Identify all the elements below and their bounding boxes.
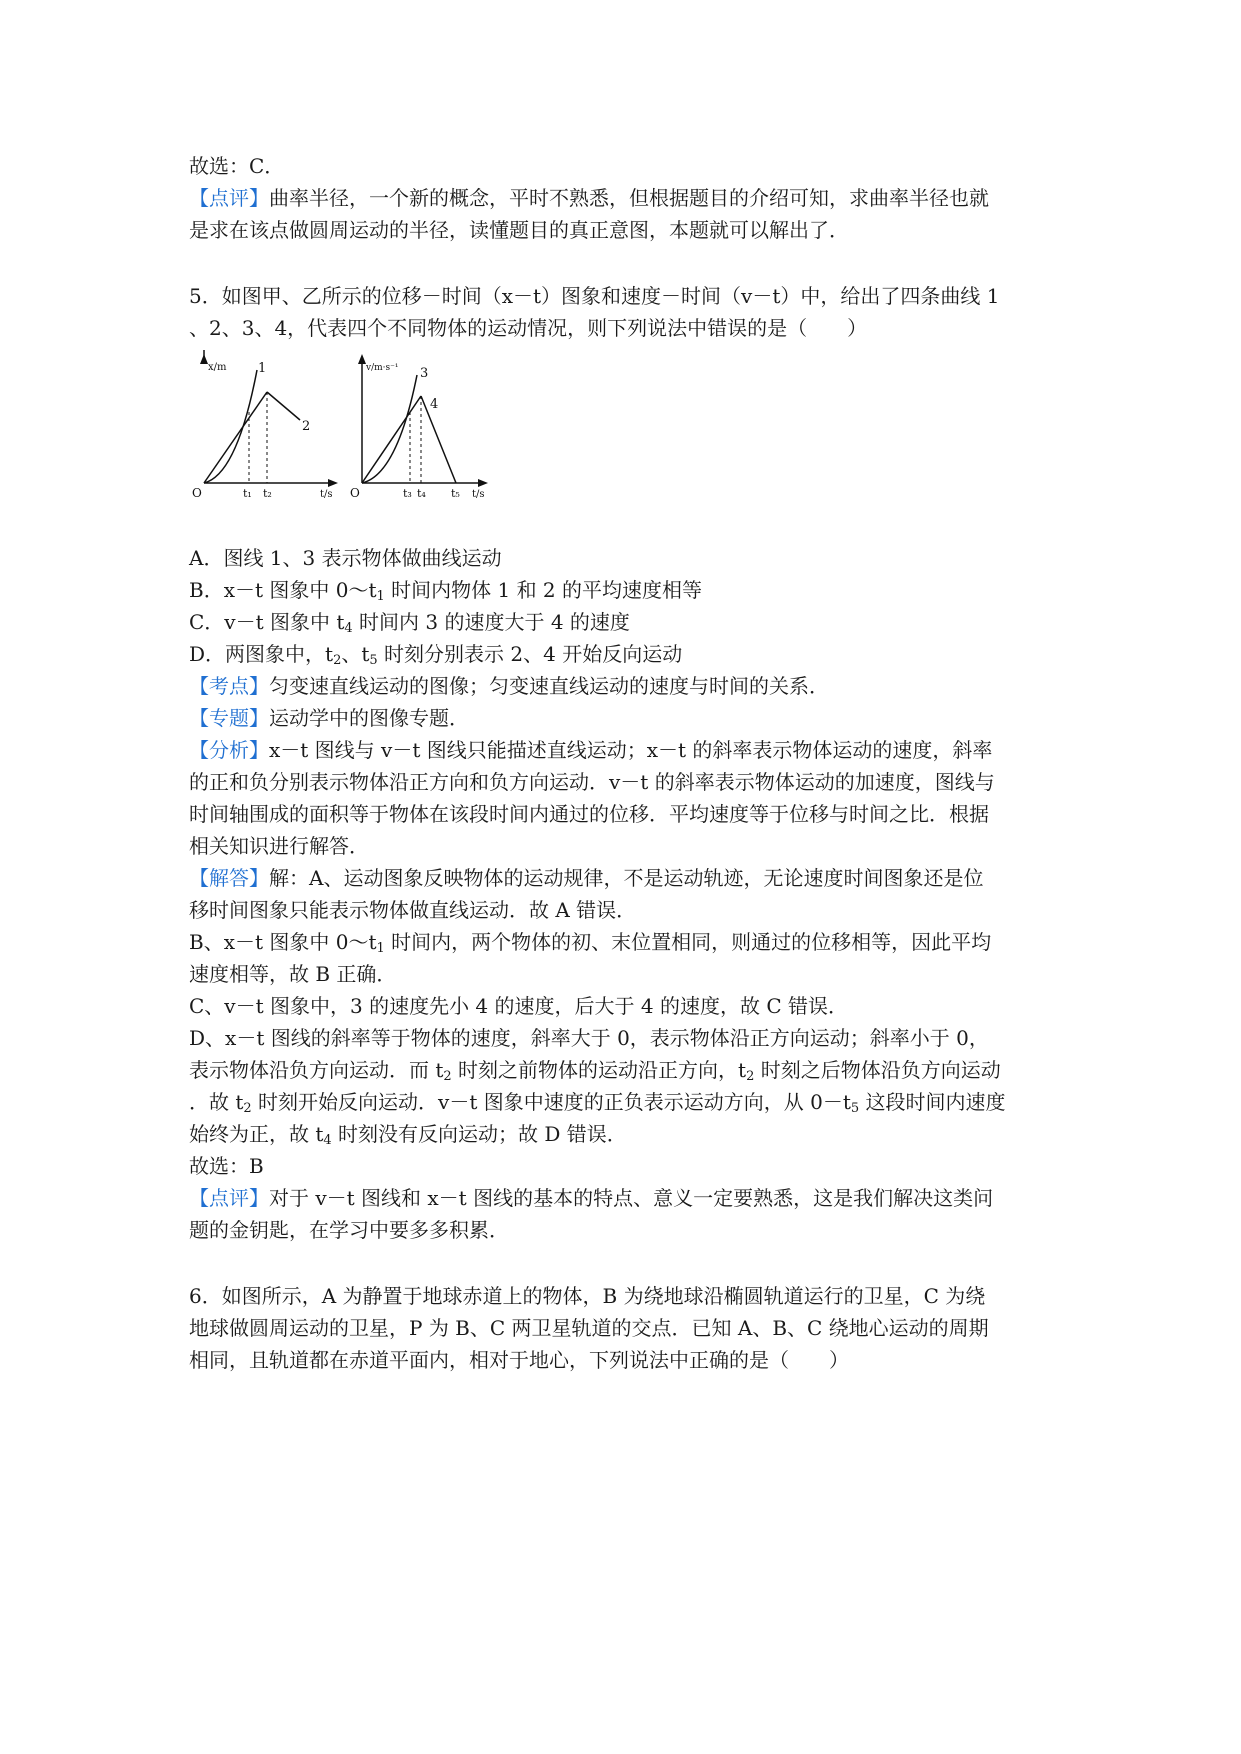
option-b: B．x－t 图象中 $0\sim t_1$ 时间内物体 1 和 2 的平均速度相等 (189, 578, 703, 604)
jieda-line-3: B、x－t 图象中 $0\sim t_1$ 时间内，两个物体的初、末位置相同，则通过的位移相等，因此平均 (189, 930, 992, 956)
curve-4-fall (421, 396, 456, 483)
xt-y-arrow (200, 354, 208, 364)
fenxi-line-4: 相关知识进行解答． (189, 834, 369, 858)
question-6-stem-1: 6．如图所示，A 为静置于地球赤道上的物体，B 为绕地球沿椭圆轨道运行的卫星，C 为绕 (189, 1284, 986, 1308)
fenxi-line-3: 时间轴围成的面积等于物体在该段时间内通过的位移．平均速度等于位移与时间之比．根据 (189, 802, 989, 826)
vt-x-arrow (478, 479, 488, 487)
fenxi-line-1: 【分析】x－t 图线与 v－t 图线只能描述直线运动；x－t 的斜率表示物体运动的速度，斜率 (189, 738, 993, 762)
xt-x-arrow (328, 479, 338, 487)
label-t1: t₁ (243, 487, 252, 500)
kaodian-line: 【考点】匀变速直线运动的图像；匀变速直线运动的速度与时间的关系． (189, 674, 829, 698)
question-5-stem-2: 、2、3、4，代表四个不同物体的运动情况，则下列说法中错误的是（ ） (189, 316, 868, 340)
comment-tag-2: 【点评】 (189, 1186, 269, 1210)
curve-2-fall (267, 392, 300, 420)
label-t2: t₂ (263, 487, 272, 500)
label-t4: t₄ (417, 487, 426, 500)
vt-graph (350, 354, 488, 500)
fenxi-tag: 【分析】 (189, 738, 269, 762)
q5-comment-line-1: 【点评】对于 v－t 图线和 x－t 图线的基本的特点、意义一定要熟悉，这是我们解决这类问 (189, 1186, 994, 1210)
jieda-line-5: C、v－t 图象中，3 的速度先小 4 的速度，后大于 4 的速度，故 C 错误． (189, 994, 848, 1018)
vt-y-arrow (358, 354, 366, 364)
label-curve-1: 1 (258, 361, 267, 376)
xt-graph (192, 350, 338, 500)
question-5-stem-1: 5．如图甲、乙所示的位移－时间（x－t）图象和速度－时间（v－t）中，给出了四条曲线 1 (189, 284, 1000, 308)
label-t5: t₅ (451, 487, 460, 500)
jieda-line-8: ．故 $t_2$ 时刻开始反向运动．v－t 图象中速度的正负表示运动方向，从 $0-t_5$ 这段时间内速度 (189, 1090, 1006, 1116)
question-6-stem-3: 相同，且轨道都在赤道平面内，相对于地心，下列说法中正确的是（ ） (189, 1348, 849, 1372)
vt-origin: O (350, 486, 360, 500)
xt-x-label: t/s (320, 489, 333, 500)
fenxi-line-2: 的正和负分别表示物体沿正方向和负方向运动．v－t 的斜率表示物体运动的加速度，图线与 (189, 770, 995, 794)
jieda-line-1: 【解答】解：A、运动图象反映物体的运动规律，不是运动轨迹，无论速度时间图象还是位 (189, 866, 984, 890)
kaodian-tag: 【考点】 (189, 674, 269, 698)
label-curve-4: 4 (430, 397, 439, 412)
jieda-line-7: 表示物体沿负方向运动．而 $t_2$ 时刻之前物体的运动沿正方向，$t_2$ 时刻之后物体沿负方向运动 (189, 1058, 1001, 1084)
jieda-line-9: 始终为正，故 $t_4$ 时刻没有反向运动；故 D 错误． (189, 1122, 627, 1148)
prev-comment-line-1: 【点评】曲率半径，一个新的概念，平时不熟悉，但根据题目的介绍可知，求曲率半径也就 (189, 186, 989, 210)
q5-answer: 故选：B (189, 1154, 264, 1178)
label-curve-3: 3 (420, 366, 429, 381)
zhuanti-line: 【专题】运动学中的图像专题． (189, 706, 469, 730)
motion-graphs-figure (192, 350, 542, 500)
xt-origin: O (192, 486, 202, 500)
question-6-stem-2: 地球做圆周运动的卫星，P 为 B、C 两卫星轨道的交点．已知 A、B、C 绕地心运动的周期 (189, 1316, 989, 1340)
vt-x-label: t/s (472, 489, 485, 500)
xt-y-label: x/m (208, 362, 227, 373)
option-c: C．v－t 图象中 $t_4$ 时间内 3 的速度大于 4 的速度 (189, 610, 630, 636)
jieda-line-4: 速度相等，故 B 正确． (189, 962, 397, 986)
option-d: D．两图象中，$t_2$、$t_5$ 时刻分别表示 2、4 开始反向运动 (189, 642, 683, 668)
jieda-tag: 【解答】 (189, 866, 269, 890)
label-curve-2: 2 (302, 419, 311, 434)
option-a: A．图线 1、3 表示物体做曲线运动 (189, 546, 502, 570)
prev-answer: 故选：C． (189, 154, 285, 178)
curve-2-rise (204, 392, 267, 483)
curve-3 (362, 375, 417, 483)
jieda-line-6: D、x－t 图线的斜率等于物体的速度，斜率大于 0，表示物体沿正方向运动；斜率小于 0， (189, 1026, 989, 1050)
prev-comment-line-2: 是求在该点做圆周运动的半径，读懂题目的真正意图，本题就可以解出了． (189, 218, 849, 242)
curve-4-rise (362, 396, 421, 483)
zhuanti-tag: 【专题】 (189, 706, 269, 730)
comment-tag: 【点评】 (189, 186, 269, 210)
label-t3: t₃ (403, 487, 412, 500)
vt-y-label: v/m·s⁻¹ (366, 363, 399, 373)
q5-comment-line-2: 题的金钥匙，在学习中要多多积累． (189, 1218, 509, 1242)
jieda-line-2: 移时间图象只能表示物体做直线运动．故 A 错误． (189, 898, 637, 922)
